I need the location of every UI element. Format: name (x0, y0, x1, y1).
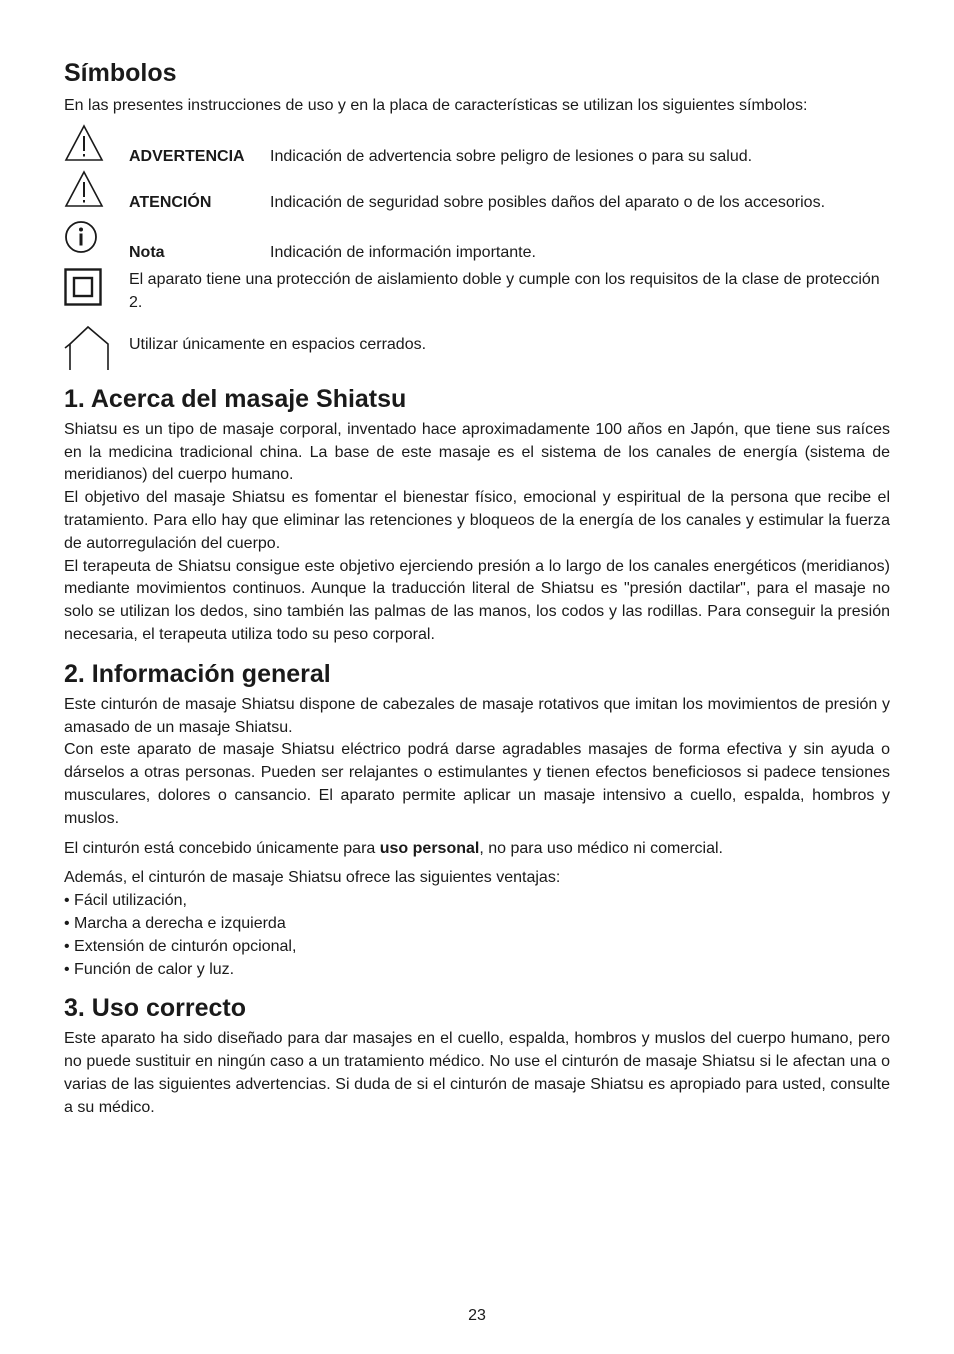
symbol-term-advertencia: ADVERTENCIA (129, 147, 245, 165)
warning-triangle-icon (64, 170, 104, 208)
indoor-house-icon (64, 324, 110, 372)
list-item: • Función de calor y luz. (64, 959, 890, 982)
info-circle-icon (64, 220, 98, 254)
section-3-title: 3. Uso correcto (64, 994, 247, 1023)
advantages-list (64, 890, 890, 981)
symbol-row-atencion (64, 170, 890, 216)
section-1-title: 1. Acerca del masaje Shiatsu (64, 384, 407, 413)
personal-use-bold: uso personal (379, 839, 480, 857)
symbol-term-atencion: ATENCIÓN (129, 193, 212, 211)
symbols-title: Símbolos (64, 59, 177, 87)
page-number: 23 (468, 1307, 486, 1324)
symbol-row-nota (64, 216, 890, 268)
section-2-personal-use: El cinturón está concebido únicamente para uso personal, no para uso médico ni comercial. (64, 839, 723, 857)
symbol-term-nota: Nota (129, 243, 165, 261)
list-item: • Extensión de cinturón opcional, (64, 936, 890, 959)
list-item: • Marcha a derecha e izquierda (64, 913, 890, 936)
section-2-title: 2. Información general (64, 659, 331, 688)
section-1-paragraph: El objetivo del masaje Shiatsu es fomentar el bienestar físico, emocional y espiritual de la persona que recibe el tratamiento. Para ello hay que eliminar las retenciones y bloqueos de la energía de los canales y estimular la fuerza de autorregulación del cuerpo. (64, 489, 890, 552)
section-2-advantages-intro: Además, el cinturón de masaje Shiatsu ofrece las siguientes ventajas: (64, 869, 561, 887)
warning-triangle-icon (64, 124, 104, 162)
symbols-intro: En las presentes instrucciones de uso y en la placa de características se utilizan los siguientes símbolos: (64, 97, 808, 114)
list-item: • Fácil utilización, (64, 890, 890, 913)
section-1-paragraph: El terapeuta de Shiatsu consigue este objetivo ejerciendo presión a lo largo de los canales energéticos (meridianos) mediante movimientos continuos. Aunque la traducción literal de Shiatsu es "presión dactilar", para el masaje no solo se utilizan los dedos, sino también las palmas de las manos, los codos y las rodillas. Para conseguir la presión necesaria, el terapeuta utiliza todo su peso corporal. (64, 557, 890, 643)
symbol-desc-advertencia: Indicación de advertencia sobre peligro de lesiones o para su salud. (270, 147, 753, 165)
symbol-row-double-insulation (64, 268, 890, 322)
section-1-paragraph: Shiatsu es un tipo de masaje corporal, inventado hace aproximadamente 100 años en Japón, que tiene sus raíces en la medicina tradicional china. La base de este masaje es el sistema de los canales de energía (sistema de meridianos) del cuerpo humano. (64, 420, 890, 484)
symbol-desc-atencion: Indicación de seguridad sobre posibles daños del aparato o de los accesorios. (270, 193, 826, 211)
symbol-desc-nota: Indicación de información importante. (270, 243, 536, 261)
symbol-desc-indoor: Utilizar únicamente en espacios cerrados. (129, 335, 427, 353)
symbol-row-indoor (64, 322, 890, 382)
section-2-paragraph: Este cinturón de masaje Shiatsu dispone de cabezales de masaje rotativos que imitan los movimientos de presión y amasado de un masaje Shiatsu. (64, 695, 890, 736)
symbol-row-warning (64, 124, 890, 170)
symbol-desc-double-insulation: El aparato tiene una protección de aislamiento doble y cumple con los requisitos de la clase de protección 2. (129, 270, 880, 311)
double-insulation-icon (64, 268, 102, 306)
section-3-paragraph: Este aparato ha sido diseñado para dar masajes en el cuello, espalda, hombros y muslos del cuerpo humano, pero no puede sustituir en ningún caso a un tratamiento médico. No use el cinturón de masaje Shiatsu si le afectan una o varias de las siguientes advertencias. Si duda de si el cinturón de masaje Shiatsu es apropiado para usted, consulte a su médico. (64, 1030, 890, 1116)
document-page (64, 56, 890, 1120)
section-2-paragraph: Con este aparato de masaje Shiatsu eléctrico podrá darse agradables masajes de forma efectiva y sin ayuda o dárselos a otras personas. Pueden ser relajantes o estimulantes y tienen efectos beneficiosos si padece tensiones musculares, dolores o cansancio. El aparato permite aplicar un masaje intensivo a cuello, espalda, hombros y muslos. (64, 741, 890, 827)
